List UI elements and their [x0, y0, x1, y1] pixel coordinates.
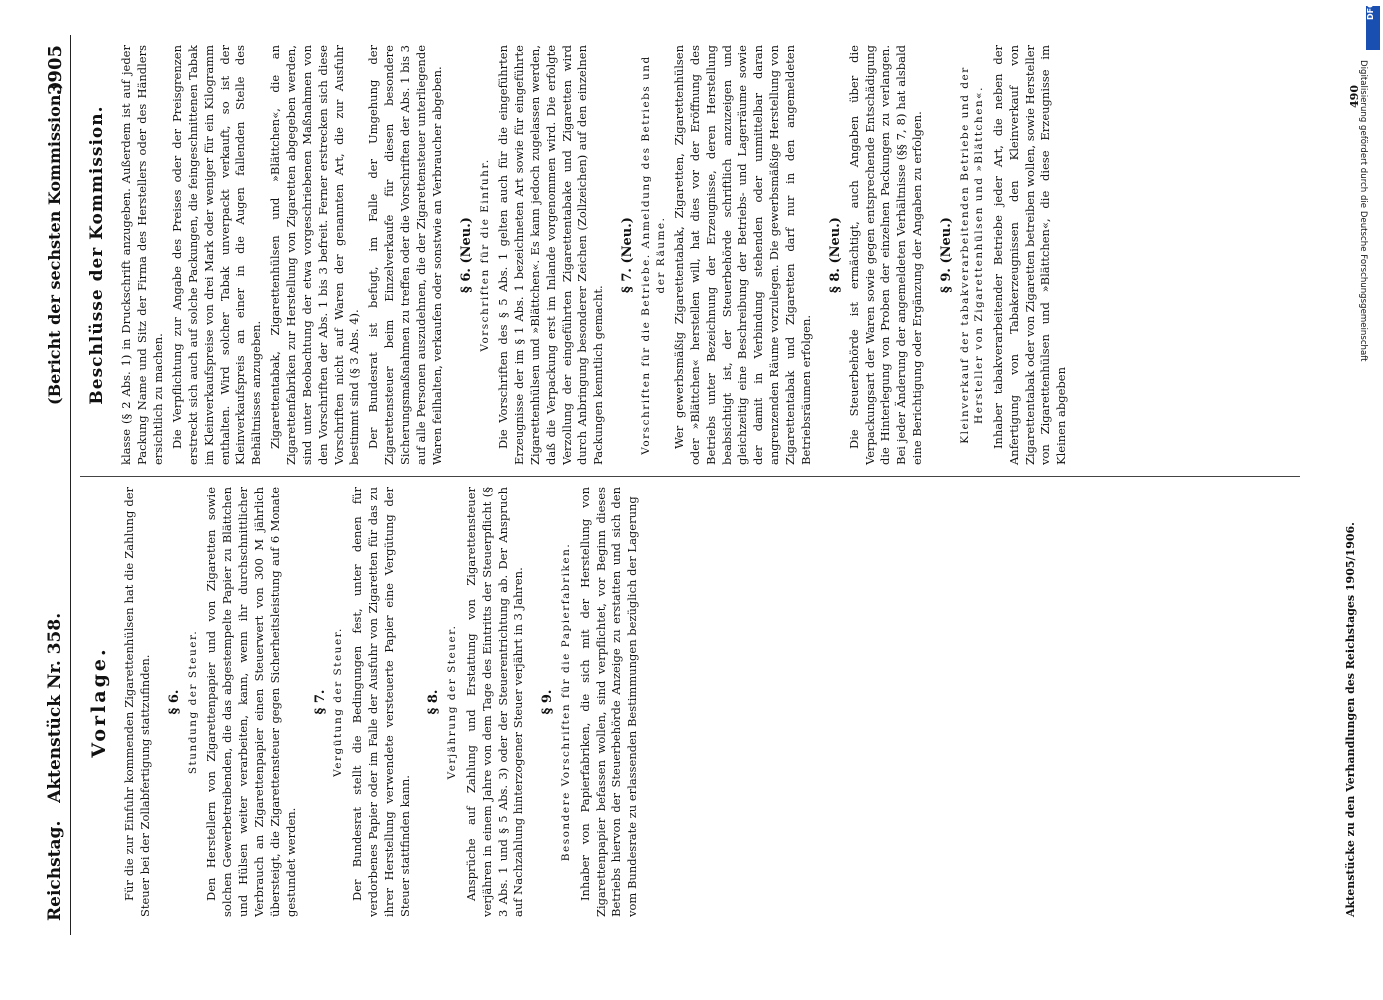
- right-section-number: § 9. (Neu.): [938, 217, 954, 293]
- page-header: [40, 35, 71, 935]
- right-paragraph: Die Verpflichtung zur Angabe des Preises oder der Preisgrenzen erstreckt sich auch auf solche Packungen, die feingeschnittenen Tabak im Kleinverkaufspreise von drei Mark oder weniger für ein Kilogramm enthalten. Wird solcher Tabak unverpackt verkauft, so ist der Kleinverkaufspreis an einer in die Augen fallenden Stelle des Behältnisses anzugeben.: [170, 45, 264, 465]
- left-section-heading: Stundung der Steuer.: [186, 629, 199, 775]
- right-section-number: § 7. (Neu.): [620, 217, 636, 293]
- left-section-number: § 9.: [540, 689, 556, 715]
- right-section-heading: Vorschriften für die Betriebe. Anmeldung des Betriebs und der Räume.: [640, 55, 667, 455]
- left-section-text: Inhaber von Papierfabriken, die sich mit der Herstellung von Zigarettenpapier befassen wollen, sind verpflichtet, vor Beginn dieses Betriebs hiervon der Steuerbehörde Anzeige zu erstatten und sich den vom Bundesrate zu erlassenden Bestimmungen bezüglich der Lagerung: [577, 487, 640, 917]
- right-section-heading: Kleinverkauf der tabakverarbeitenden Betriebe und der Hersteller von Zigarettenhülsen und »Blättchen«.: [958, 66, 986, 444]
- left-section-number: § 6.: [166, 689, 182, 715]
- right-section-text: Die Steuerbehörde ist ermächtigt, auch Angaben über die Verpackungsart der Waren sowie gegen entsprechende Entschädigung die Hinterlegung von Proben der einzelnen Packungen zu verlangen. Bei jeder Änderung der angemeldeten Verhältnisse (§§ 7, 8) hat alsbald eine Berichtigung oder Ergänzung der Angaben zu erfolgen.: [846, 45, 925, 465]
- right-paragraph: Der Bundesrat ist befugt, im Falle der Umgehung der Zigarettensteuer beim Einzelverkaufe für diesen besondere Sicherungsmaßnahmen zu treffen oder die Vorschriften der Abs. 1 bis 3 auf alle Personen auszudehnen, die der Zigarettensteuer unterliegende Waren feilhalten, verkaufen oder sonstwie an Verbraucher abgeben.: [366, 45, 444, 465]
- credit-text: Digitalisierung gefördert durch die Deutsche Forschungsgemeinschaft: [1358, 60, 1368, 362]
- right-column: [80, 45, 1300, 465]
- header-page-number: 3905: [45, 45, 66, 96]
- header-aktenstueck: Aktenstück Nr. 358.: [45, 612, 65, 803]
- left-section-heading: Verjährung der Steuer.: [446, 624, 459, 780]
- left-section-number: § 7.: [312, 689, 328, 715]
- credit-line: [1358, 60, 1378, 990]
- right-column-title: Beschlüsse der Kommission.: [87, 105, 107, 405]
- left-section-text: Den Herstellern von Zigarettenpapier und von Zigaretten sowie solchen Gewerbetreibenden, die das abgestempelte Papier zu Blättchen und Hülsen weiter verarbeiten, kann, wenn ihr durchschnittlicher Verbrauch an Zigarettenpapier einen Steuerwert von 300 M jährlich übersteigt, die Zigarettensteuer gegen Sicherheitsleistung auf 6 Monate gestundet werden.: [204, 487, 298, 917]
- left-column-title: Vorlage.: [88, 646, 110, 758]
- footer-source: Aktenstücke zu den Verhandlungen des Reichstages 1905/1906.: [1343, 522, 1357, 917]
- right-section-text: Die Vorschriften des § 5 Abs. 1 gelten auch für die eingeführten Erzeugnisse der im § 1 Abs. 1 bezeichneten Art sowie für eingeführte Zigarettenhülsen und »Blättchen«. Es kann jedoch zugelassen werden, daß die Verpackung erst im Inlande vorgenommen wird. Die erfolgte Verzollung der eingeführten Zigarettentabake und Zigaretten wird durch Anbringung besonderer Zeichen (Zollzeichen) auf den einzelnen Packungen kenntlich gemacht.: [496, 45, 606, 465]
- header-middle: (Bericht der sechsten Kommission.): [45, 81, 64, 405]
- digitization-sidebar: [1340, 0, 1383, 1000]
- left-section-number: § 8.: [426, 689, 442, 715]
- dfg-logo: [1366, 1, 1380, 50]
- header-left: [44, 613, 67, 921]
- dfg-logo-text: DFG: [1366, 1, 1375, 20]
- right-section-number: § 6. (Neu.): [458, 217, 474, 293]
- right-section-number: § 8. (Neu.): [827, 217, 843, 293]
- document-page: [40, 35, 1361, 935]
- left-intro: Für die zur Einfuhr kommenden Zigarettenhülsen hat die Zahlung der Steuer bei der Zollabfertigung stattzufinden.: [122, 487, 153, 917]
- footer-page-number: 490: [1347, 85, 1361, 108]
- right-section-text: Wer gewerbsmäßig Zigarettentabak, Zigaretten, Zigarettenhülsen oder »Blättchen« herstellen will, hat dies vor der Eröffnung des Betriebs unter Bezeichnung der Erzeugnisse, deren Herstellung beabsichtigt ist, der Steuerbehörde schriftlich anzuzeigen und gleichzeitig eine Beschreibung der Betriebs- und Lagerräume sowie der damit in Verbindung stehenden oder unmittelbar daran angrenzenden Räume vorzulegen. Die gewerbsmäßige Herstellung von Zigarettentabak und Zigaretten darf nur in den angemeldeten Betriebsräumen erfolgen.: [671, 45, 813, 465]
- column-divider: [80, 476, 1300, 477]
- left-section-text: Ansprüche auf Zahlung und Erstattung von Zigarettensteuer verjähren in einem Jahre von dem Tage des Eintritts der Steuerpflicht (§ 3 Abs. 1 und § 5 Abs. 3) oder der Steuerentrichtung ab. Der Anspruch auf Nachzahlung hinterzogener Steuer verjährt in 3 Jahren.: [463, 487, 526, 917]
- right-paragraph: klasse (§ 2 Abs. 1) in Druckschrift anzugeben. Außerdem ist auf jeder Packung Name und Sitz der Firma des Herstellers oder des Händlers ersichtlich zu machen.: [119, 45, 166, 465]
- right-section-heading: Vorschriften für die Einfuhr.: [478, 158, 491, 352]
- right-section-text: Inhaber tabakverarbeitender Betriebe jeder Art, die neben der Anfertigung von Tabakerzeugnissen den Kleinverkauf von Zigarettentabak oder von Zigaretten betreiben wollen, sowie Hersteller von Zigarettenhülsen und »Blättchen«, die diese Erzeugnisse im Kleinen abgeben: [990, 45, 1069, 465]
- left-section-text: Der Bundesrat stellt die Bedingungen fest, unter denen für verdorbenes Papier oder im Falle der Ausfuhr von Zigaretten für das zu ihrer Herstellung verwendete versteuerte Papier eine Vergütung der Steuer stattfinden kann.: [349, 487, 412, 917]
- left-column: [80, 487, 1300, 917]
- header-reichstag: Reichstag.: [45, 820, 65, 921]
- left-section-heading: Vergütung der Steuer.: [332, 627, 345, 777]
- right-paragraph: Zigarettentabak, Zigarettenhülsen und »Blättchen«, die an Zigarettenfabriken zur Herstellung von Zigaretten abgegeben werden, sind unter Beobachtung der etwa vorgeschriebenen Maßnahmen von den Vorschriften der Abs. 1 bis 3 befreit. Ferner erstrecken sich diese Vorschriften nicht auf Waren der genannten Art, die zur Ausfuhr bestimmt sind (§ 3 Abs. 4).: [268, 45, 362, 465]
- left-section-heading: Besondere Vorschriften für die Papierfabriken.: [560, 542, 573, 862]
